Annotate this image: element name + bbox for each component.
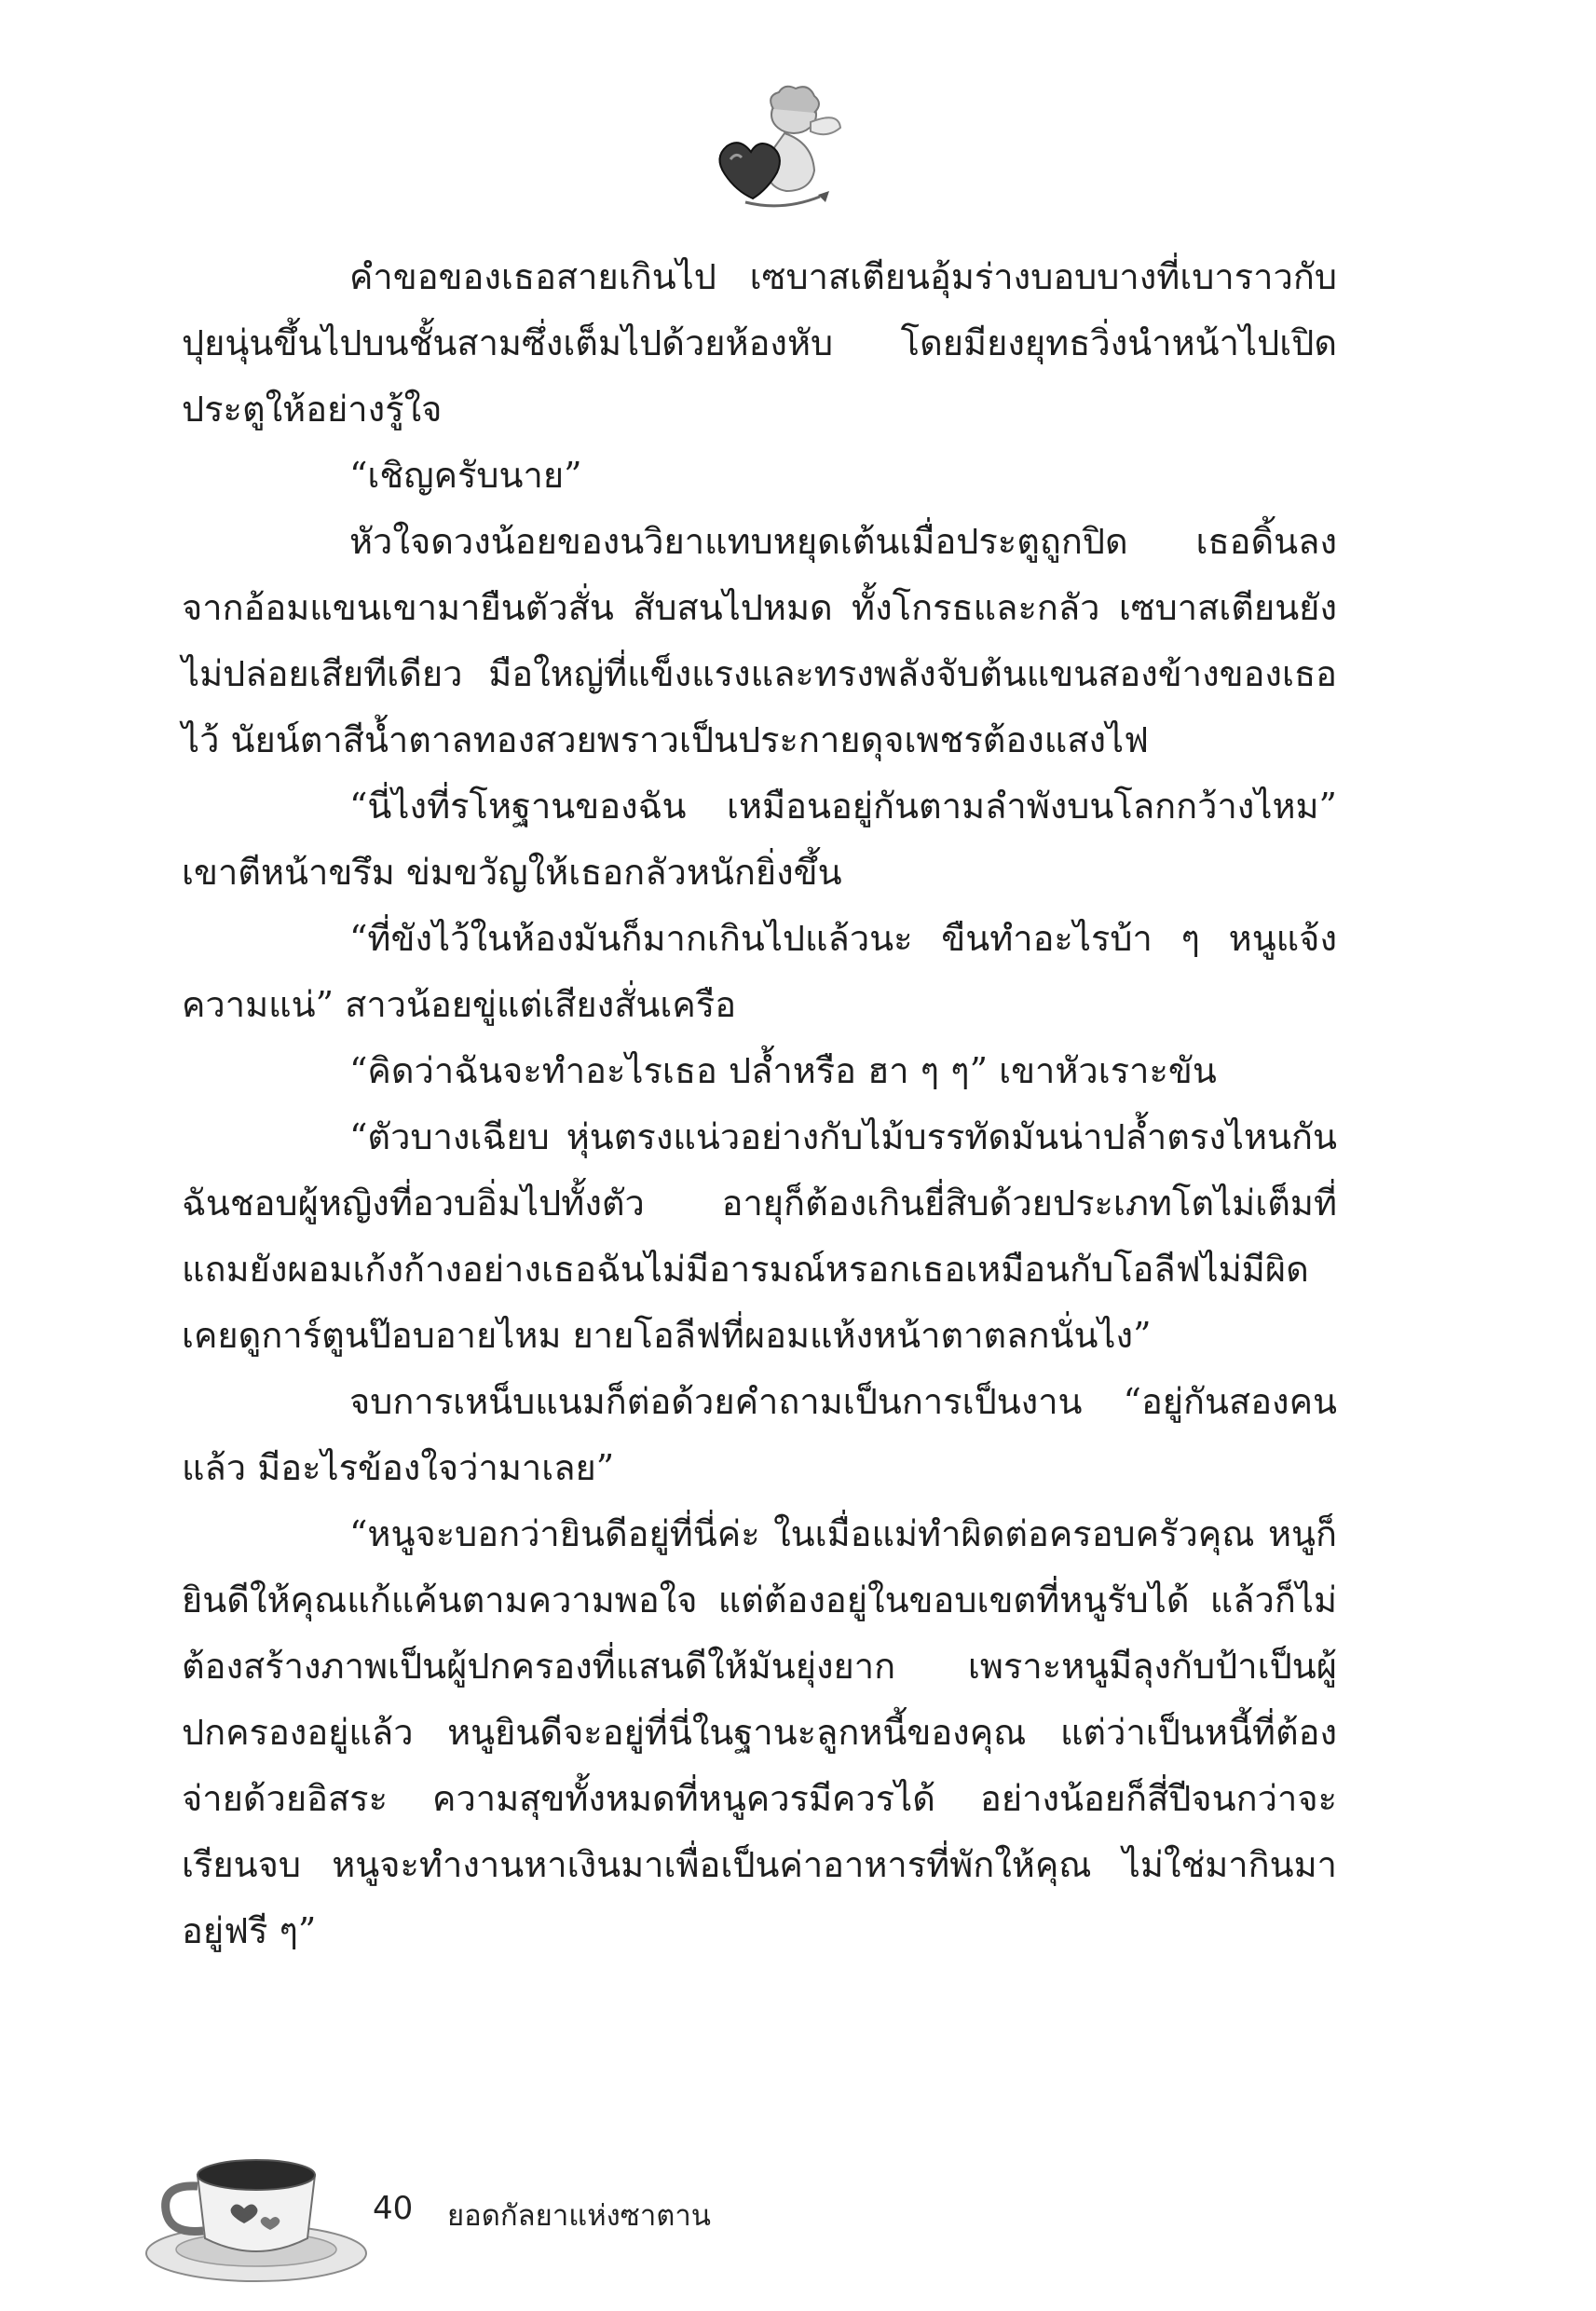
paragraph: “หนูจะบอกว่ายินดีอยู่ที่นี่ค่ะ ในเมื่อแม่ทำผิดต่อครอบครัวคุณ หนูก็ยินดีให้คุณแก้แค้นตามความพอใจ แต่ต้องอยู่ในขอบเขตที่หนูรับได้ แล้วก็ไม่ต้องสร้างภาพเป็นผู้ปกครองที่แสนดีให้มันยุ่งยาก เพราะหนูมีลุงกับป้าเป็นผู้ปกครองอยู่แล้ว หนูยินดีจะอยู่ที่นี่ในฐานะลูกหนี้ของคุณ แต่ว่าเป็นหนี้ที่ต้องจ่ายด้วยอิสระ ความสุขทั้งหมดที่หนูควรมีควรได้ อย่างน้อยก็สี่ปีจนกว่าจะเรียนจบ หนูจะทำงานหาเงินมาเพื่อเป็นค่าอาหารที่พักให้คุณ ไม่ใช่มากินมาอยู่ฟรี ๆ” <box>182 1513 1337 1951</box>
book-title: ยอดกัลยาแห่งซาตาน <box>447 2199 711 2233</box>
paragraph: หัวใจดวงน้อยของนวิยาแทบหยุดเต้นเมื่อประตูถูกปิด เธอดิ้นลงจากอ้อมแขนเขามายืนตัวสั่น สับสนไปหมด ทั้งโกรธและกลัว เซบาสเตียนยังไม่ปล่อยเสียทีเดียว มือใหญ่ที่แข็งแรงและทรงพลังจับต้นแขนสองข้างของเธอไว้ นัยน์ตาสีน้ำตาลทองสวยพราวเป็นประกายดุจเพชรต้องแสงไฟ <box>182 521 1337 760</box>
page-footer <box>140 2134 978 2292</box>
paragraph: “ที่ขังไว้ในห้องมันก็มากเกินไปแล้วนะ ขืนทำอะไรบ้า ๆ หนูแจ้งความแน่” สาวน้อยขู่แต่เสียงสั่นเครือ <box>182 918 1337 1025</box>
paragraph: “นี่ไงที่รโหฐานของฉัน เหมือนอยู่กันตามลำพังบนโลกกว้างไหม” เขาตีหน้าขรึม ข่มขวัญให้เธอกลัวหนักยิ่งขึ้น <box>182 786 1337 893</box>
story-text <box>182 244 1337 1964</box>
coffee-cup-icon <box>140 2134 373 2288</box>
paragraph: คำขอของเธอสายเกินไป เซบาสเตียนอุ้มร่างบอบบางที่เบาราวกับปุยนุ่นขึ้นไปบนชั้นสามซึ่งเต็มไปด้วยห้องหับ โดยมียงยุทธวิ่งนำหน้าไปเปิดประตูให้อย่างรู้ใจ <box>182 256 1337 430</box>
paragraph: “ตัวบางเฉียบ หุ่นตรงแน่วอย่างกับไม้บรรทัดมันน่าปล้ำตรงไหนกัน ฉันชอบผู้หญิงที่อวบอิ่มไปทั้งตัว อายุก็ต้องเกินยี่สิบด้วยประเภทโตไม่เต็มที่ แถมยังผอมเก้งก้างอย่างเธอฉันไม่มีอารมณ์หรอกเธอเหมือนกับโอลีฟไม่มีผิด เคยดูการ์ตูนป๊อบอายไหม ยายโอลีฟที่ผอมแห้งหน้าตาตลกนั่นไง” <box>182 1116 1337 1356</box>
paragraph: “คิดว่าฉันจะทำอะไรเธอ ปล้ำหรือ ฮา ๆ ๆ” เขาหัวเราะขัน <box>349 1050 1217 1091</box>
paragraph: “เชิญครับนาย” <box>349 455 582 496</box>
paragraph: จบการเหน็บแนมก็ต่อด้วยคำถามเป็นการเป็นงาน “อยู่กันสองคนแล้ว มีอะไรข้องใจว่ามาเลย” <box>182 1381 1337 1488</box>
cupid-heart-icon <box>708 79 848 219</box>
page-number: 40 <box>373 2190 414 2227</box>
